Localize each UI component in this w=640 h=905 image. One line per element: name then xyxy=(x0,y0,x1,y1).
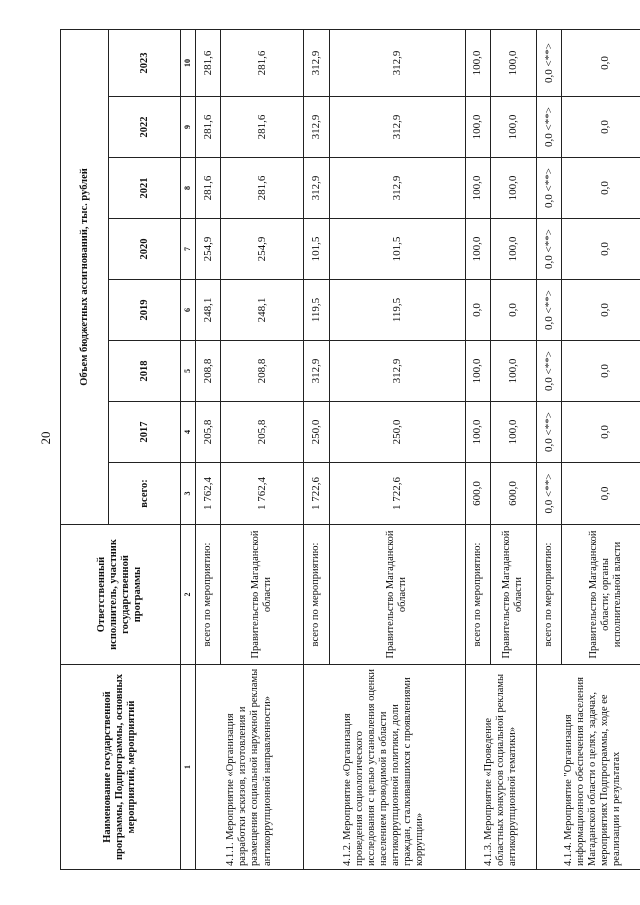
index-cell: 2 xyxy=(180,525,195,665)
value-cell: 100,0 xyxy=(490,158,536,219)
value-cell: 254,9 xyxy=(195,219,220,280)
index-cell: 9 xyxy=(180,97,195,158)
index-cell: 5 xyxy=(180,341,195,402)
value-cell: 0,0 <**> xyxy=(536,280,561,341)
value-cell: 281,6 xyxy=(195,97,220,158)
activity-name: 4.1.2. Мероприятие «Организация проведения социологического исследования с целью установления оценки населением проводимой в области антикоррупционной политики, доли граждан, сталкивавшихся с проявлениями коррупции» xyxy=(304,665,465,870)
value-cell: 100,0 xyxy=(490,402,536,463)
page-number: 20 xyxy=(38,431,53,445)
value-cell: 1 722,6 xyxy=(304,463,329,525)
header-year: 2017 xyxy=(109,402,180,463)
value-cell: 100,0 xyxy=(465,402,490,463)
value-cell: 281,6 xyxy=(221,29,304,96)
value-cell: 119,5 xyxy=(329,280,465,341)
value-cell: 0,0 <**> xyxy=(536,97,561,158)
activity-name: 4.1.3. Мероприятие «Проведение областных конкурсов социальной рекламы антикоррупционной тематики» xyxy=(465,665,536,870)
header-year: 2020 xyxy=(109,219,180,280)
value-cell: 0,0 <**> xyxy=(536,402,561,463)
value-cell: 1 762,4 xyxy=(195,463,220,525)
index-cell: 6 xyxy=(180,280,195,341)
value-cell: 0,0 xyxy=(562,219,640,280)
responsible-cell: всего по мероприятию: xyxy=(304,525,329,665)
value-cell: 250,0 xyxy=(304,402,329,463)
value-cell: 100,0 xyxy=(465,158,490,219)
budget-table xyxy=(60,29,640,870)
value-cell: 312,9 xyxy=(329,97,465,158)
value-cell: 254,9 xyxy=(221,219,304,280)
responsible-cell: Правительство Магаданской области xyxy=(329,525,465,665)
value-cell: 0,0 xyxy=(562,158,640,219)
value-cell: 0,0 <**> xyxy=(536,219,561,280)
value-cell: 0,0 xyxy=(562,97,640,158)
responsible-cell: всего по мероприятию: xyxy=(536,525,561,665)
header-year: 2022 xyxy=(109,97,180,158)
activity-name: 4.1.1. Мероприятие «Организация разработки эскизов, изготовления и размещения социальной наружной рекламы антикоррупционной направленности» xyxy=(195,665,303,870)
responsible-cell: всего по мероприятию: xyxy=(465,525,490,665)
header-year: 2019 xyxy=(109,280,180,341)
header-name: Наименование государственной программы, Подпрограммы, основных мероприятий, мероприятий xyxy=(61,665,181,870)
value-cell: 208,8 xyxy=(221,341,304,402)
value-cell: 312,9 xyxy=(329,29,465,96)
value-cell: 600,0 xyxy=(490,463,536,525)
value-cell: 0,0 xyxy=(562,29,640,96)
index-cell: 7 xyxy=(180,219,195,280)
value-cell: 312,9 xyxy=(304,341,329,402)
table-row xyxy=(536,29,561,869)
value-cell: 0,0 xyxy=(562,341,640,402)
value-cell: 312,9 xyxy=(329,158,465,219)
header-responsible: Ответственный исполнитель, участник государственной программы xyxy=(61,525,181,665)
value-cell: 281,6 xyxy=(221,158,304,219)
header-year: 2018 xyxy=(109,341,180,402)
value-cell: 101,5 xyxy=(329,219,465,280)
header-year: 2023 xyxy=(109,29,180,96)
header-budget: Объем бюджетных ассигнований, тыс. рублей xyxy=(61,29,109,524)
value-cell: 281,6 xyxy=(195,158,220,219)
responsible-cell: всего по мероприятию: xyxy=(195,525,220,665)
header-total: всего: xyxy=(109,463,180,525)
activity-name: 4.1.4. Мероприятие "Организация информационного обеспечения населения Магаданской области о целях, задачах, мероприятиях Подпрограммы, ходе ее реализации и результатах xyxy=(536,665,640,870)
index-cell: 3 xyxy=(180,463,195,525)
value-cell: 1 722,6 xyxy=(329,463,465,525)
value-cell: 0,0 xyxy=(562,463,640,525)
value-cell: 0,0 xyxy=(465,280,490,341)
table-row xyxy=(304,29,329,869)
value-cell: 248,1 xyxy=(195,280,220,341)
value-cell: 0,0 xyxy=(490,280,536,341)
value-cell: 0,0 <**> xyxy=(536,29,561,96)
value-cell: 100,0 xyxy=(465,219,490,280)
value-cell: 281,6 xyxy=(195,29,220,96)
index-cell: 1 xyxy=(180,665,195,870)
index-cell: 4 xyxy=(180,402,195,463)
index-cell: 8 xyxy=(180,158,195,219)
responsible-cell: Правительство Магаданской области xyxy=(490,525,536,665)
value-cell: 100,0 xyxy=(490,29,536,96)
value-cell: 100,0 xyxy=(465,97,490,158)
value-cell: 100,0 xyxy=(490,219,536,280)
rotated-table-container xyxy=(60,30,640,870)
value-cell: 205,8 xyxy=(195,402,220,463)
value-cell: 600,0 xyxy=(465,463,490,525)
value-cell: 312,9 xyxy=(304,158,329,219)
value-cell: 205,8 xyxy=(221,402,304,463)
value-cell: 100,0 xyxy=(490,341,536,402)
value-cell: 0,0 xyxy=(562,280,640,341)
value-cell: 248,1 xyxy=(221,280,304,341)
header-year: 2021 xyxy=(109,158,180,219)
value-cell: 281,6 xyxy=(221,97,304,158)
value-cell: 100,0 xyxy=(465,29,490,96)
value-cell: 0,0 <**> xyxy=(536,341,561,402)
responsible-cell: Правительство Магаданской области; органы исполнительной власти xyxy=(562,525,640,665)
value-cell: 312,9 xyxy=(304,97,329,158)
value-cell: 208,8 xyxy=(195,341,220,402)
value-cell: 0,0 xyxy=(562,402,640,463)
value-cell: 312,9 xyxy=(329,341,465,402)
table-row xyxy=(195,29,220,869)
value-cell: 312,9 xyxy=(304,29,329,96)
value-cell: 101,5 xyxy=(304,219,329,280)
table-row xyxy=(465,29,490,869)
value-cell: 250,0 xyxy=(329,402,465,463)
value-cell: 100,0 xyxy=(465,341,490,402)
index-cell: 10 xyxy=(180,29,195,96)
value-cell: 1 762,4 xyxy=(221,463,304,525)
index-row xyxy=(180,29,195,869)
value-cell: 119,5 xyxy=(304,280,329,341)
value-cell: 100,0 xyxy=(490,97,536,158)
responsible-cell: Правительство Магаданской области xyxy=(221,525,304,665)
value-cell: 0,0 <**> xyxy=(536,158,561,219)
value-cell: 0,0 <**> xyxy=(536,463,561,525)
